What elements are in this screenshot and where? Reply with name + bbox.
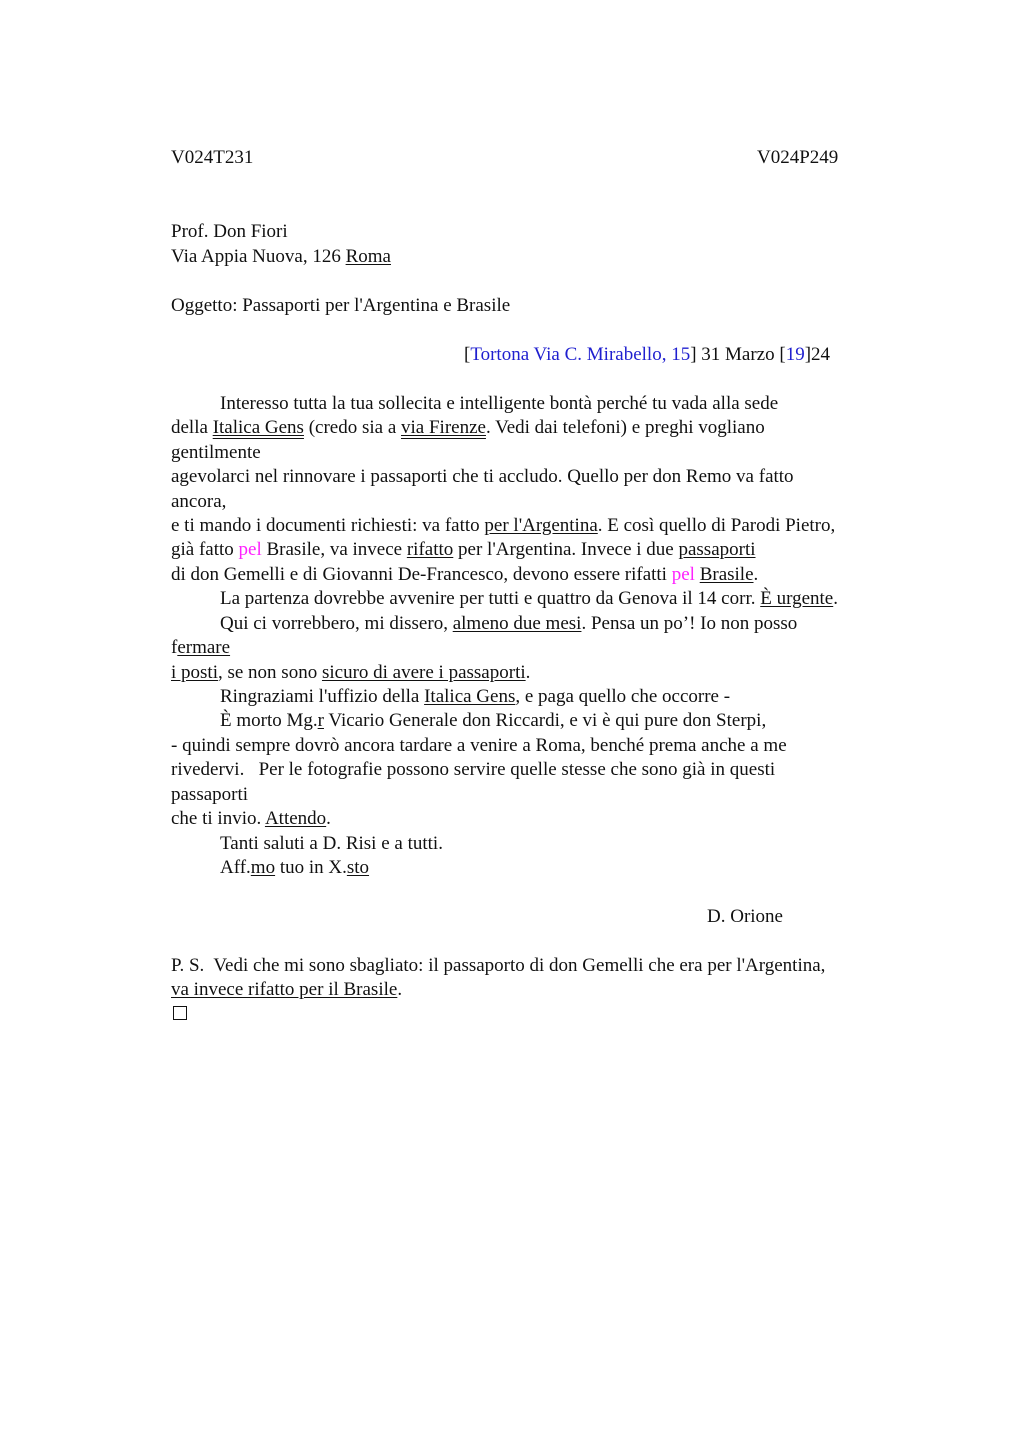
body-line: Interesso tutta la tua sollecita e intelligente bontà perché tu vada alla sede [220,393,779,414]
document-code-right: V024P249 [757,147,839,168]
end-marker-box [173,1006,187,1020]
body-line: che ti invio. Attendo. [171,808,331,829]
postscript-line: va invece rifatto per il Brasile. [171,979,403,1000]
body-line: già fatto pel Brasile, va invece rifatto per l'Argentina. Invece i due passaporti [171,539,756,560]
body-line: Tanti saluti a D. Risi e a tutti. [220,833,443,854]
body-line: di don Gemelli e di Giovanni De-Francesco, devono essere rifatti pel Brasile. [171,564,759,585]
body-line: fermare [171,637,231,658]
addressee-name: Prof. Don Fiori [171,221,288,242]
body-line: della Italica Gens (credo sia a via Firenze. Vedi dai telefoni) e preghi vogliano [171,417,765,438]
body-line: Qui ci vorrebbero, mi dissero, almeno due mesi. Pensa un po’! Io non posso [220,613,798,634]
addressee-address: Via Appia Nuova, 126 Roma [171,246,391,267]
body-line: agevolarci nel rinnovare i passaporti che ti accludo. Quello per don Remo va fatto [171,466,794,487]
body-line: e ti mando i documenti richiesti: va fatto per l'Argentina. E così quello di Parodi Pietro, [171,515,836,536]
body-line: rivedervi. Per le fotografie possono servire quelle stesse che sono già in questi [171,759,776,780]
body-line: i posti, se non sono sicuro di avere i passaporti. [171,662,531,683]
document-code-left: V024T231 [171,147,254,168]
body-line: La partenza dovrebbe avvenire per tutti e quattro da Genova il 14 corr. È urgente. [220,588,838,609]
body-line: - quindi sempre dovrò ancora tardare a venire a Roma, benché prema anche a me [171,735,787,756]
body-line: gentilmente [171,442,261,463]
body-line: Ringraziami l'uffizio della Italica Gens, e paga quello che occorre - [220,686,731,707]
postscript-line: P. S. Vedi che mi sono sbagliato: il passaporto di don Gemelli che era per l'Argentina, [171,955,826,976]
closing-line: Aff.mo tuo in X.sto [220,857,370,878]
subject-line: Oggetto: Passaporti per l'Argentina e Brasile [171,295,511,316]
dateline: [Tortona Via C. Mirabello, 15] 31 Marzo [19]24 [464,344,831,365]
signature: D. Orione [707,906,783,927]
body-line: ancora, [171,491,227,512]
body-line: È morto Mg.r Vicario Generale don Riccardi, e vi è qui pure don Sterpi, [220,710,767,731]
body-line: passaporti [171,784,249,805]
